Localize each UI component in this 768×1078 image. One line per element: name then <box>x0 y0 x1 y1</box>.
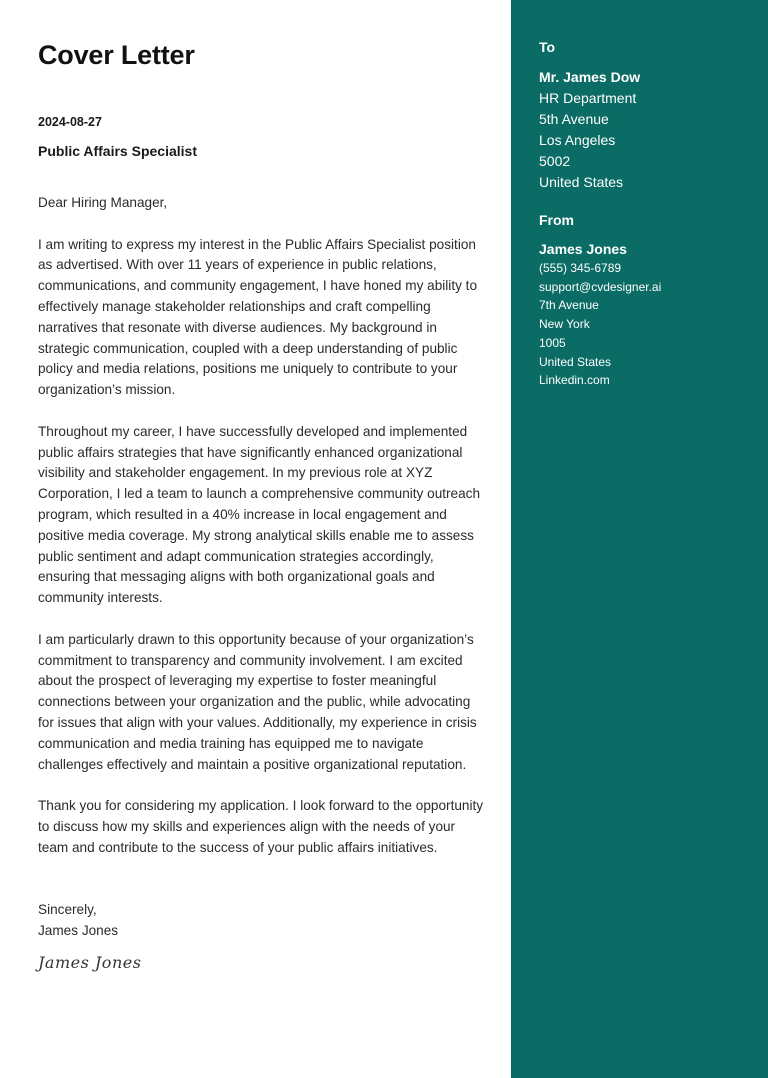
recipient-country: United States <box>539 174 624 190</box>
recipient-city: Los Angeles <box>539 132 616 148</box>
recipient-heading: To <box>539 39 556 55</box>
sender-country: United States <box>539 354 612 369</box>
recipient-street: 5th Avenue <box>539 111 609 127</box>
letter-body <box>38 193 488 879</box>
recipient-name: Mr. James Dow <box>539 69 641 85</box>
closing-text: Sincerely, <box>38 902 97 917</box>
paragraph-1: I am writing to express my interest in the Public Affairs Specialist position as advertised. With over 11 years of experience in public relations, communications, and community engagement, I have honed my ability to effectively manage stakeholder relationships and craft compelling narratives that resonate with diverse audiences. My background in strategic communication, coupled with a deep understanding of public policy and media relations, positions me uniquely to contribute to your organization’s mission. <box>38 236 478 398</box>
sender-email: support@cvdesigner.ai <box>539 279 662 294</box>
paragraph-4: Thank you for considering my application. I look forward to the opportunity to discuss how my skills and experiences align with the needs of your team and contribute to the success of your public affairs initiatives. <box>38 798 484 855</box>
sender-street: 7th Avenue <box>539 298 599 313</box>
sender-name: James Jones <box>539 241 627 257</box>
sender-name-footer: James Jones <box>38 923 119 938</box>
recipient-block <box>539 39 640 193</box>
signature: James Jones <box>38 953 142 972</box>
closing-block <box>38 899 118 941</box>
job-title: Public Affairs Specialist <box>38 143 197 159</box>
sender-block <box>539 212 661 390</box>
page-title: Cover Letter <box>38 40 195 70</box>
sender-city: New York <box>539 317 590 332</box>
sender-linkedin: Linkedin.com <box>539 373 610 388</box>
letter-date: 2024-08-27 <box>38 115 102 129</box>
paragraph-2: Throughout my career, I have successfully developed and implemented public affairs strategies that have significantly enhanced organizational visibility and stakeholder engagement. In my previous role at XYZ Corporation, I led a team to launch a comprehensive community outreach program, which resulted in a 40% increase in local engagement and positive media coverage. My strong analytical skills enable me to assess public sentiment and adapt communication strategies accordingly, ensuring that messaging aligns with both organizational goals and community interests. <box>38 423 481 606</box>
sender-heading: From <box>539 212 574 228</box>
sender-phone: (555) 345-6789 <box>539 261 622 275</box>
salutation: Dear Hiring Manager, <box>38 195 168 210</box>
recipient-zip: 5002 <box>539 153 571 169</box>
recipient-department: HR Department <box>539 90 637 106</box>
sender-zip: 1005 <box>539 335 566 350</box>
paragraph-3: I am particularly drawn to this opportunity because of your organization’s commitment to transparency and community involvement. I am excited about the prospect of leveraging my expertise to foster meaningful connections between your organization and the public, while advocating for issues that align with your values. Additionally, my experience in crisis communication and media training has equipped me to navigate challenges effectively and maintain a positive organizational reputation. <box>38 631 477 772</box>
contact-sidebar <box>511 0 768 1078</box>
